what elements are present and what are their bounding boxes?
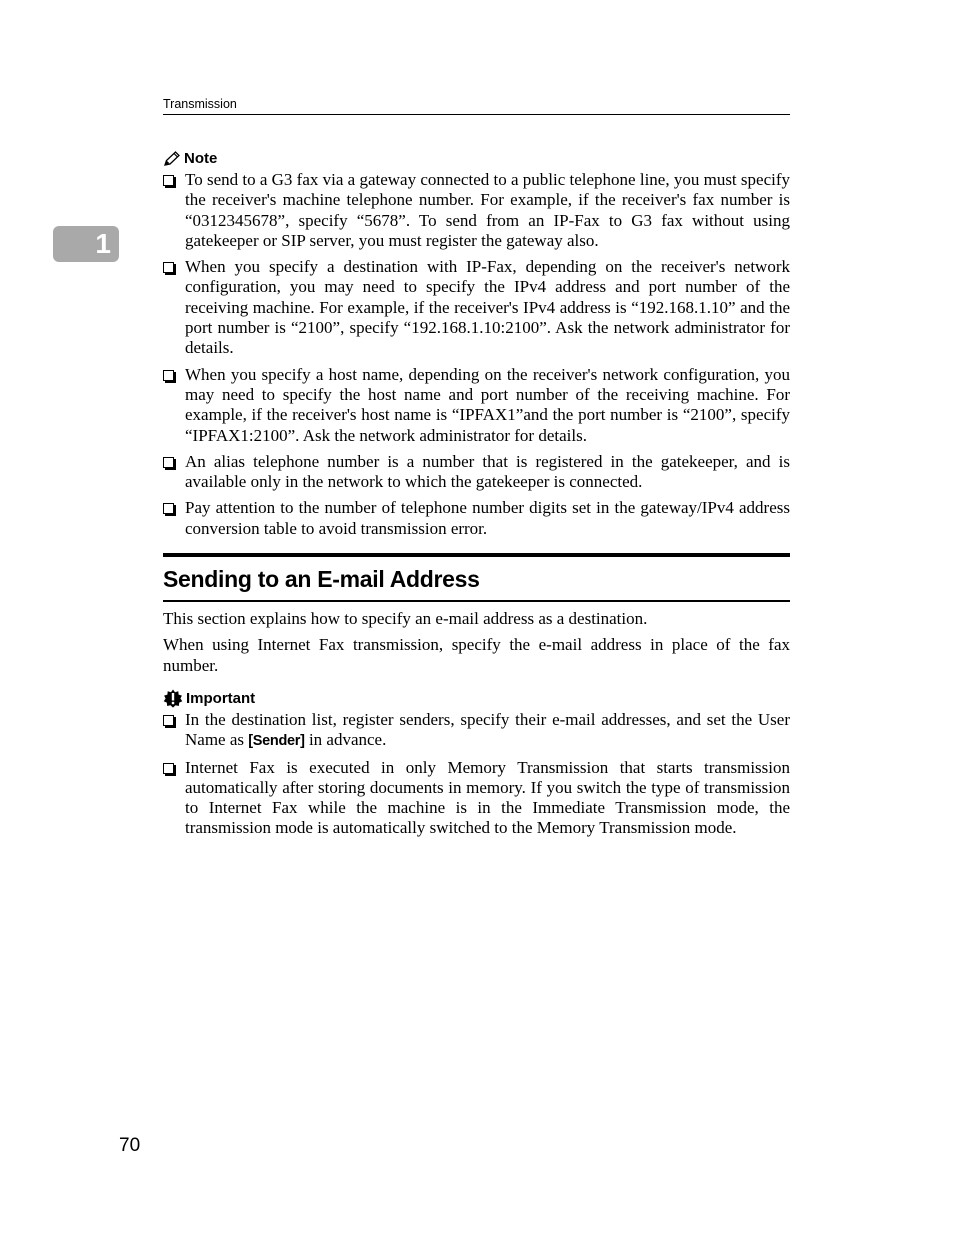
note-item-text: Pay attention to the number of telephone number digits set in the gateway/IPv4 address conversion table to avoid transmission error.: [185, 498, 790, 538]
note-item: [163, 452, 790, 493]
important-item-text: in advance.: [304, 730, 387, 750]
important-icon: [163, 689, 183, 708]
page-number: 70: [119, 1135, 141, 1156]
running-header: Transmission: [163, 96, 790, 115]
note-item-text: To send to a G3 fax via a gateway connected to a public telephone line, you must specify the receiver's machine telephone number. For example, if the receiver's fax number is “0312345678”, specify “5678”. To send from an IP-Fax to G3 fax without using gatekeeper or SIP server, you must register the gateway also.: [185, 170, 790, 250]
checkbox-bullet-icon: [163, 715, 174, 726]
important-title: Important: [186, 689, 256, 707]
checkbox-bullet-icon: [163, 457, 174, 468]
checkbox-bullet-icon: [163, 503, 174, 514]
note-item-text: An alias telephone number is a number that is registered in the gatekeeper, and is available only in the network to which the gatekeeper is connected.: [185, 451, 790, 492]
sender-key-label: [Sender]: [248, 733, 305, 750]
note-item: [163, 257, 790, 358]
note-list: [163, 170, 790, 539]
checkbox-bullet-icon: [163, 763, 174, 774]
section-title: Sending to an E-mail Address: [163, 553, 790, 602]
checkbox-bullet-icon: [163, 175, 174, 186]
important-heading: [163, 688, 790, 710]
checkbox-bullet-icon: [163, 370, 174, 381]
important-list: [163, 710, 790, 839]
note-item: [163, 170, 790, 251]
important-callout: [163, 688, 790, 839]
important-item-text: In the destination list, register senders, specify their e-mail addresses, and set the User Name as: [185, 709, 790, 750]
section-paragraph: When using Internet Fax transmission, specify the e-mail address in place of the fax number.: [163, 635, 790, 675]
page-content: [163, 148, 790, 845]
note-title: Note: [184, 150, 218, 167]
note-item-text: When you specify a destination with IP-Fax, depending on the receiver's network configuration, you may need to specify the IPv4 address and port number of the receiving machine. For example, if the receiver's IPv4 address is “192.168.1.10” and the port number is “2100”, specify “192.168.1.10:2100”. Ask the network administrator for details.: [185, 257, 790, 358]
important-item: [163, 710, 790, 752]
note-heading: [163, 148, 790, 170]
pencil-icon: [163, 151, 181, 167]
section-paragraph: This section explains how to specify an e-mail address as a destination.: [163, 609, 648, 629]
important-item: [163, 758, 790, 839]
chapter-tab: 1: [53, 226, 119, 262]
important-item-text: Internet Fax is executed in only Memory Transmission that starts transmission automatically after storing documents in memory. If you switch the type of transmission to Internet Fax while the machine is in the Immediate Transmission mode, the transmission mode is automatically switched to the Memory Transmission mode.: [185, 757, 790, 838]
checkbox-bullet-icon: [163, 262, 174, 273]
note-item: [163, 365, 790, 446]
note-item-text: When you specify a host name, depending on the receiver's network configuration, you may need to specify the host name and port number of the receiving machine. For example, if the receiver's host name is “IPFAX1”and the port number is “2100”, specify “IPFAX1:2100”. Ask the network administrator for details.: [185, 364, 790, 445]
note-item: [163, 498, 790, 539]
